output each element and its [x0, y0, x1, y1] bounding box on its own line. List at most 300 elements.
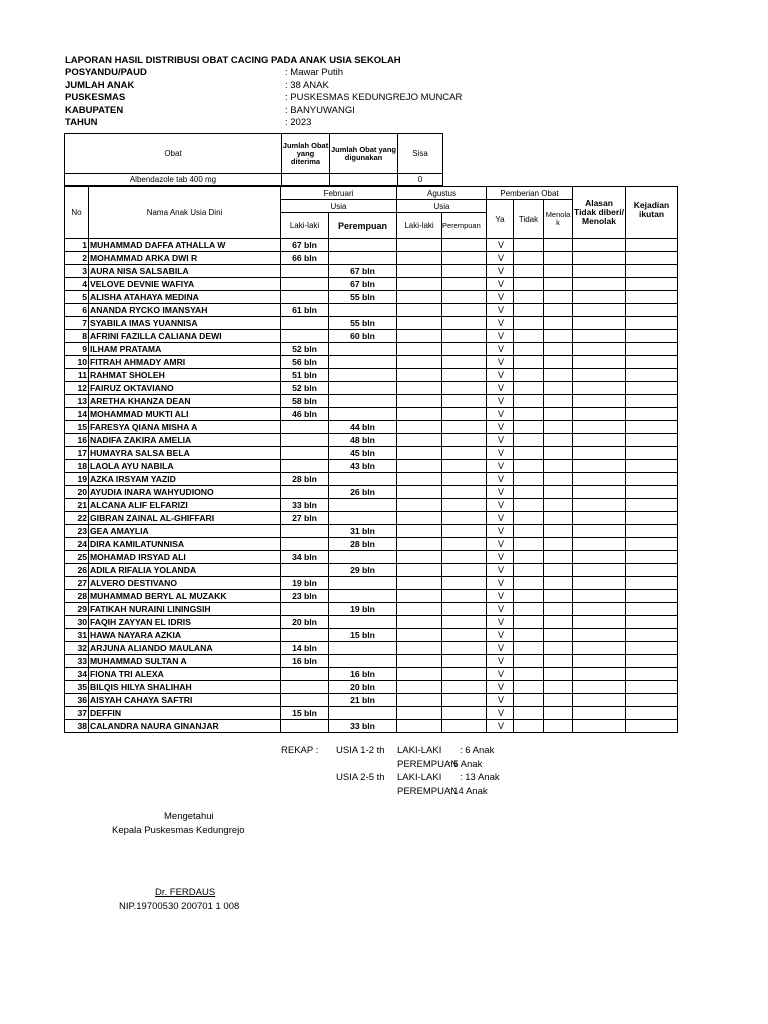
- child-name: ADILA RIFALIA YOLANDA: [89, 564, 281, 577]
- tidak-cell: [514, 720, 544, 733]
- age-perempuan-feb: 67 bln: [329, 265, 397, 278]
- header-value: : PUSKESMAS KEDUNGREJO MUNCAR: [285, 92, 463, 104]
- age-perempuan-feb: [329, 590, 397, 603]
- menolak-cell: [544, 291, 573, 304]
- child-name: AYUDIA INARA WAHYUDIONO: [89, 486, 281, 499]
- age-laki-agu: [397, 512, 442, 525]
- table-row: [65, 538, 678, 551]
- kejadian-cell: [626, 577, 678, 590]
- ya-cell: V: [487, 720, 514, 733]
- age-perempuan-feb: 31 bln: [329, 525, 397, 538]
- row-number: 16: [65, 434, 89, 447]
- tidak-cell: [514, 694, 544, 707]
- age-laki-feb: 61 bln: [281, 304, 329, 317]
- age-perempuan-agu: [442, 382, 487, 395]
- age-laki-agu: [397, 395, 442, 408]
- age-laki-feb: 51 bln: [281, 369, 329, 382]
- row-number: 10: [65, 356, 89, 369]
- menolak-cell: [544, 603, 573, 616]
- age-laki-feb: [281, 278, 329, 291]
- ya-cell: V: [487, 707, 514, 720]
- age-perempuan-feb: 43 bln: [329, 460, 397, 473]
- ya-cell: V: [487, 317, 514, 330]
- pemberian-header: Pemberian Obat: [487, 187, 573, 200]
- row-number: 37: [65, 707, 89, 720]
- table-row: [65, 239, 678, 252]
- header-value: : 2023: [285, 117, 312, 129]
- age-laki-agu: [397, 551, 442, 564]
- age-laki-agu: [397, 616, 442, 629]
- kejadian-cell: [626, 395, 678, 408]
- obat-header: Obat: [65, 134, 282, 174]
- age-laki-feb: 52 bln: [281, 343, 329, 356]
- kejadian-cell: [626, 434, 678, 447]
- age-perempuan-feb: 33 bln: [329, 720, 397, 733]
- alasan-cell: [573, 642, 626, 655]
- ya-cell: V: [487, 642, 514, 655]
- nip-text: NIP.19700530 200701 1 008: [119, 901, 240, 912]
- age-perempuan-feb: 55 bln: [329, 291, 397, 304]
- age-perempuan-feb: [329, 707, 397, 720]
- ya-cell: V: [487, 434, 514, 447]
- row-number: 32: [65, 642, 89, 655]
- table-row: [65, 590, 678, 603]
- age-laki-feb: [281, 421, 329, 434]
- menolak-cell: [544, 512, 573, 525]
- alasan-cell: [573, 499, 626, 512]
- distribution-table: [64, 186, 678, 733]
- menolak-cell: [544, 707, 573, 720]
- row-number: 29: [65, 603, 89, 616]
- alasan-cell: [573, 434, 626, 447]
- ya-cell: V: [487, 499, 514, 512]
- menolak-cell: [544, 564, 573, 577]
- alasan-cell: [573, 369, 626, 382]
- alasan-cell: [573, 356, 626, 369]
- kejadian-cell: [626, 694, 678, 707]
- age-laki-agu: [397, 720, 442, 733]
- ya-cell: V: [487, 239, 514, 252]
- tidak-cell: [514, 369, 544, 382]
- table-row: [65, 460, 678, 473]
- age-laki-agu: [397, 590, 442, 603]
- age-perempuan-agu: [442, 577, 487, 590]
- child-name: ANANDA RYCKO IMANSYAH: [89, 304, 281, 317]
- child-name: MOHAMMAD ARKA DWI R: [89, 252, 281, 265]
- age-laki-agu: [397, 356, 442, 369]
- alasan-cell: [573, 707, 626, 720]
- kejadian-cell: [626, 603, 678, 616]
- rekap-per1: PEREMPUAN: [397, 759, 458, 770]
- kejadian-cell: [626, 668, 678, 681]
- child-name: AZKA IRSYAM YAZID: [89, 473, 281, 486]
- age-laki-agu: [397, 668, 442, 681]
- ya-cell: V: [487, 265, 514, 278]
- alasan-cell: [573, 512, 626, 525]
- age-laki-feb: 46 bln: [281, 408, 329, 421]
- menolak-cell: [544, 330, 573, 343]
- agustus-header: Agustus: [397, 187, 487, 200]
- alasan-cell: [573, 408, 626, 421]
- rekap-laki2: LAKI-LAKI: [397, 772, 442, 783]
- obat-sisa: 0: [398, 174, 443, 186]
- age-laki-feb: [281, 538, 329, 551]
- child-name: AISYAH CAHAYA SAFTRI: [89, 694, 281, 707]
- age-perempuan-feb: [329, 577, 397, 590]
- rekap-laki1-val: : 6 Anak: [460, 745, 495, 756]
- tidak-header: Tidak: [514, 200, 544, 239]
- ya-cell: V: [487, 395, 514, 408]
- header-row-kabupaten: [65, 105, 462, 117]
- kejadian-cell: [626, 720, 678, 733]
- tidak-cell: [514, 252, 544, 265]
- age-laki-agu: [397, 447, 442, 460]
- age-perempuan-feb: [329, 512, 397, 525]
- age-laki-agu: [397, 330, 442, 343]
- kejadian-cell: [626, 330, 678, 343]
- table-row: [65, 694, 678, 707]
- alasan-header: Alasan Tidak diberi/ Menolak: [573, 187, 626, 239]
- age-laki-agu: [397, 525, 442, 538]
- table-row: [65, 512, 678, 525]
- age-perempuan-agu: [442, 603, 487, 616]
- child-name: RAHMAT SHOLEH: [89, 369, 281, 382]
- age-perempuan-agu: [442, 499, 487, 512]
- age-laki-feb: [281, 681, 329, 694]
- menolak-cell: [544, 499, 573, 512]
- menolak-cell: [544, 278, 573, 291]
- menolak-cell: [544, 460, 573, 473]
- row-number: 13: [65, 395, 89, 408]
- children-rows: [65, 239, 678, 733]
- tidak-cell: [514, 278, 544, 291]
- age-perempuan-feb: [329, 616, 397, 629]
- header-label: PUSKESMAS: [65, 92, 126, 104]
- table-row: [65, 525, 678, 538]
- menolak-cell: [544, 343, 573, 356]
- child-name: HUMAYRA SALSA BELA: [89, 447, 281, 460]
- row-number: 35: [65, 681, 89, 694]
- alasan-cell: [573, 694, 626, 707]
- table-row: [65, 447, 678, 460]
- menolak-cell: [544, 616, 573, 629]
- age-perempuan-feb: 21 bln: [329, 694, 397, 707]
- kejadian-cell: [626, 616, 678, 629]
- tidak-cell: [514, 239, 544, 252]
- perempuan-header-feb: Perempuan: [329, 213, 397, 239]
- ya-cell: V: [487, 512, 514, 525]
- ya-cell: V: [487, 408, 514, 421]
- alasan-cell: [573, 304, 626, 317]
- table-row: [65, 395, 678, 408]
- row-number: 1: [65, 239, 89, 252]
- table-row: [65, 278, 678, 291]
- age-perempuan-agu: [442, 395, 487, 408]
- ya-cell: V: [487, 629, 514, 642]
- alasan-cell: [573, 252, 626, 265]
- ya-cell: V: [487, 577, 514, 590]
- row-number: 23: [65, 525, 89, 538]
- menolak-cell: [544, 382, 573, 395]
- menolak-cell: [544, 694, 573, 707]
- obat-digunakan: [330, 174, 398, 186]
- age-perempuan-feb: 44 bln: [329, 421, 397, 434]
- menolak-cell: [544, 408, 573, 421]
- age-perempuan-agu: [442, 343, 487, 356]
- row-number: 19: [65, 473, 89, 486]
- kejadian-cell: [626, 473, 678, 486]
- tidak-cell: [514, 551, 544, 564]
- jumlah-diterima-header: Jumlah Obat yang diterima: [282, 134, 330, 174]
- kejadian-cell: [626, 291, 678, 304]
- table-row: [65, 564, 678, 577]
- alasan-cell: [573, 577, 626, 590]
- row-number: 26: [65, 564, 89, 577]
- child-name: FATIKAH NURAINI LININGSIH: [89, 603, 281, 616]
- age-perempuan-agu: [442, 486, 487, 499]
- age-perempuan-feb: 28 bln: [329, 538, 397, 551]
- header-label: POSYANDU/PAUD: [65, 67, 147, 79]
- table-row: [65, 642, 678, 655]
- age-perempuan-agu: [442, 551, 487, 564]
- tidak-cell: [514, 564, 544, 577]
- age-perempuan-feb: [329, 499, 397, 512]
- age-perempuan-agu: [442, 408, 487, 421]
- rekap-per1-val: : 5 Anak: [448, 759, 483, 770]
- age-laki-agu: [397, 486, 442, 499]
- age-laki-agu: [397, 317, 442, 330]
- age-laki-feb: 23 bln: [281, 590, 329, 603]
- age-perempuan-feb: 67 bln: [329, 278, 397, 291]
- kejadian-cell: [626, 551, 678, 564]
- menolak-cell: [544, 304, 573, 317]
- ya-cell: V: [487, 369, 514, 382]
- laki-header-feb: Laki-laki: [281, 213, 329, 239]
- menolak-cell: [544, 356, 573, 369]
- tidak-cell: [514, 382, 544, 395]
- age-laki-feb: 66 bln: [281, 252, 329, 265]
- row-number: 12: [65, 382, 89, 395]
- age-laki-agu: [397, 291, 442, 304]
- row-number: 30: [65, 616, 89, 629]
- ya-cell: V: [487, 421, 514, 434]
- usia-header-agu: Usia: [397, 200, 487, 213]
- age-laki-feb: 27 bln: [281, 512, 329, 525]
- tidak-cell: [514, 616, 544, 629]
- age-perempuan-feb: 48 bln: [329, 434, 397, 447]
- kejadian-cell: [626, 239, 678, 252]
- child-name: ARJUNA ALIANDO MAULANA: [89, 642, 281, 655]
- menolak-cell: [544, 668, 573, 681]
- age-perempuan-feb: [329, 252, 397, 265]
- menolak-cell: [544, 369, 573, 382]
- menolak-cell: [544, 421, 573, 434]
- age-perempuan-agu: [442, 252, 487, 265]
- tidak-cell: [514, 356, 544, 369]
- child-name: ILHAM PRATAMA: [89, 343, 281, 356]
- age-perempuan-feb: [329, 642, 397, 655]
- ya-cell: V: [487, 343, 514, 356]
- rekap-usia1: USIA 1-2 th: [336, 745, 385, 756]
- menolak-cell: [544, 655, 573, 668]
- child-name: HAWA NAYARA AZKIA: [89, 629, 281, 642]
- alasan-cell: [573, 421, 626, 434]
- age-laki-feb: [281, 486, 329, 499]
- table-row: [65, 486, 678, 499]
- age-laki-feb: [281, 434, 329, 447]
- kejadian-cell: [626, 538, 678, 551]
- table-row: [65, 629, 678, 642]
- row-number: 6: [65, 304, 89, 317]
- rekap-laki1: LAKI-LAKI: [397, 745, 442, 756]
- tidak-cell: [514, 447, 544, 460]
- row-number: 2: [65, 252, 89, 265]
- row-number: 3: [65, 265, 89, 278]
- ya-cell: V: [487, 291, 514, 304]
- kejadian-cell: [626, 278, 678, 291]
- menolak-cell: [544, 473, 573, 486]
- age-laki-feb: 28 bln: [281, 473, 329, 486]
- age-perempuan-feb: 26 bln: [329, 486, 397, 499]
- age-laki-feb: [281, 330, 329, 343]
- child-name: MUHAMMAD DAFFA ATHALLA W: [89, 239, 281, 252]
- alasan-cell: [573, 629, 626, 642]
- age-laki-feb: [281, 460, 329, 473]
- alasan-cell: [573, 382, 626, 395]
- age-perempuan-agu: [442, 421, 487, 434]
- kejadian-cell: [626, 642, 678, 655]
- age-perempuan-agu: [442, 356, 487, 369]
- alasan-cell: [573, 590, 626, 603]
- menolak-cell: [544, 525, 573, 538]
- ya-cell: V: [487, 382, 514, 395]
- alasan-cell: [573, 538, 626, 551]
- child-name: NADIFA ZAKIRA AMELIA: [89, 434, 281, 447]
- age-perempuan-agu: [442, 616, 487, 629]
- alasan-cell: [573, 395, 626, 408]
- age-laki-agu: [397, 265, 442, 278]
- kejadian-cell: [626, 343, 678, 356]
- menolak-cell: [544, 720, 573, 733]
- alasan-cell: [573, 265, 626, 278]
- child-name: FITRAH AHMADY AMRI: [89, 356, 281, 369]
- age-perempuan-feb: [329, 382, 397, 395]
- table-row: [65, 655, 678, 668]
- age-perempuan-feb: [329, 408, 397, 421]
- table-row: [65, 551, 678, 564]
- age-perempuan-agu: [442, 694, 487, 707]
- child-name: MUHAMMAD BERYL AL MUZAKK: [89, 590, 281, 603]
- row-number: 8: [65, 330, 89, 343]
- child-name: CALANDRA NAURA GINANJAR: [89, 720, 281, 733]
- kejadian-header: Kejadian ikutan: [626, 187, 678, 239]
- menolak-cell: [544, 629, 573, 642]
- kejadian-cell: [626, 265, 678, 278]
- age-laki-feb: [281, 317, 329, 330]
- table-row: [65, 382, 678, 395]
- age-perempuan-feb: 16 bln: [329, 668, 397, 681]
- age-perempuan-agu: [442, 564, 487, 577]
- kejadian-cell: [626, 369, 678, 382]
- kejadian-cell: [626, 460, 678, 473]
- child-name: LAOLA AYU NABILA: [89, 460, 281, 473]
- age-laki-feb: 15 bln: [281, 707, 329, 720]
- age-laki-feb: [281, 629, 329, 642]
- kepala-text: Kepala Puskesmas Kedungrejo: [112, 825, 245, 836]
- menolak-cell: [544, 395, 573, 408]
- child-name: ALVERO DESTIVANO: [89, 577, 281, 590]
- ya-cell: V: [487, 681, 514, 694]
- tidak-cell: [514, 577, 544, 590]
- tidak-cell: [514, 655, 544, 668]
- menolak-cell: [544, 538, 573, 551]
- age-laki-agu: [397, 304, 442, 317]
- menolak-cell: [544, 239, 573, 252]
- ya-cell: V: [487, 616, 514, 629]
- ya-cell: V: [487, 356, 514, 369]
- laki-header-agu: Laki-laki: [397, 213, 442, 239]
- tidak-cell: [514, 434, 544, 447]
- tidak-cell: [514, 265, 544, 278]
- kejadian-cell: [626, 382, 678, 395]
- age-perempuan-agu: [442, 629, 487, 642]
- age-perempuan-feb: [329, 304, 397, 317]
- child-name: ARETHA KHANZA DEAN: [89, 395, 281, 408]
- ya-cell: V: [487, 278, 514, 291]
- ya-cell: V: [487, 668, 514, 681]
- alasan-cell: [573, 603, 626, 616]
- alasan-cell: [573, 681, 626, 694]
- age-perempuan-agu: [442, 460, 487, 473]
- header-row-puskesmas: [65, 92, 462, 104]
- alasan-cell: [573, 239, 626, 252]
- age-perempuan-feb: [329, 473, 397, 486]
- age-perempuan-agu: [442, 291, 487, 304]
- kejadian-cell: [626, 304, 678, 317]
- age-laki-agu: [397, 252, 442, 265]
- child-name: FIONA TRI ALEXA: [89, 668, 281, 681]
- age-perempuan-feb: 55 bln: [329, 317, 397, 330]
- row-number: 38: [65, 720, 89, 733]
- child-name: GIBRAN ZAINAL AL-GHIFFARI: [89, 512, 281, 525]
- age-laki-agu: [397, 343, 442, 356]
- age-laki-agu: [397, 239, 442, 252]
- table-row: [65, 681, 678, 694]
- header-value: : Mawar Putih: [285, 67, 344, 79]
- sisa-header: Sisa: [398, 134, 443, 174]
- age-laki-agu: [397, 655, 442, 668]
- ya-cell: V: [487, 525, 514, 538]
- row-number: 20: [65, 486, 89, 499]
- menolak-cell: [544, 434, 573, 447]
- alasan-cell: [573, 564, 626, 577]
- alasan-cell: [573, 447, 626, 460]
- table-row: [65, 304, 678, 317]
- usia-header-feb: Usia: [281, 200, 397, 213]
- tidak-cell: [514, 499, 544, 512]
- child-name: DEFFIN: [89, 707, 281, 720]
- ya-header: Ya: [487, 200, 514, 239]
- table-row: [65, 421, 678, 434]
- row-number: 11: [65, 369, 89, 382]
- table-row: [65, 343, 678, 356]
- obat-name: Albendazole tab 400 mg: [65, 174, 282, 186]
- report-header: [65, 55, 462, 129]
- row-number: 21: [65, 499, 89, 512]
- tidak-cell: [514, 408, 544, 421]
- age-perempuan-agu: [442, 668, 487, 681]
- row-number: 15: [65, 421, 89, 434]
